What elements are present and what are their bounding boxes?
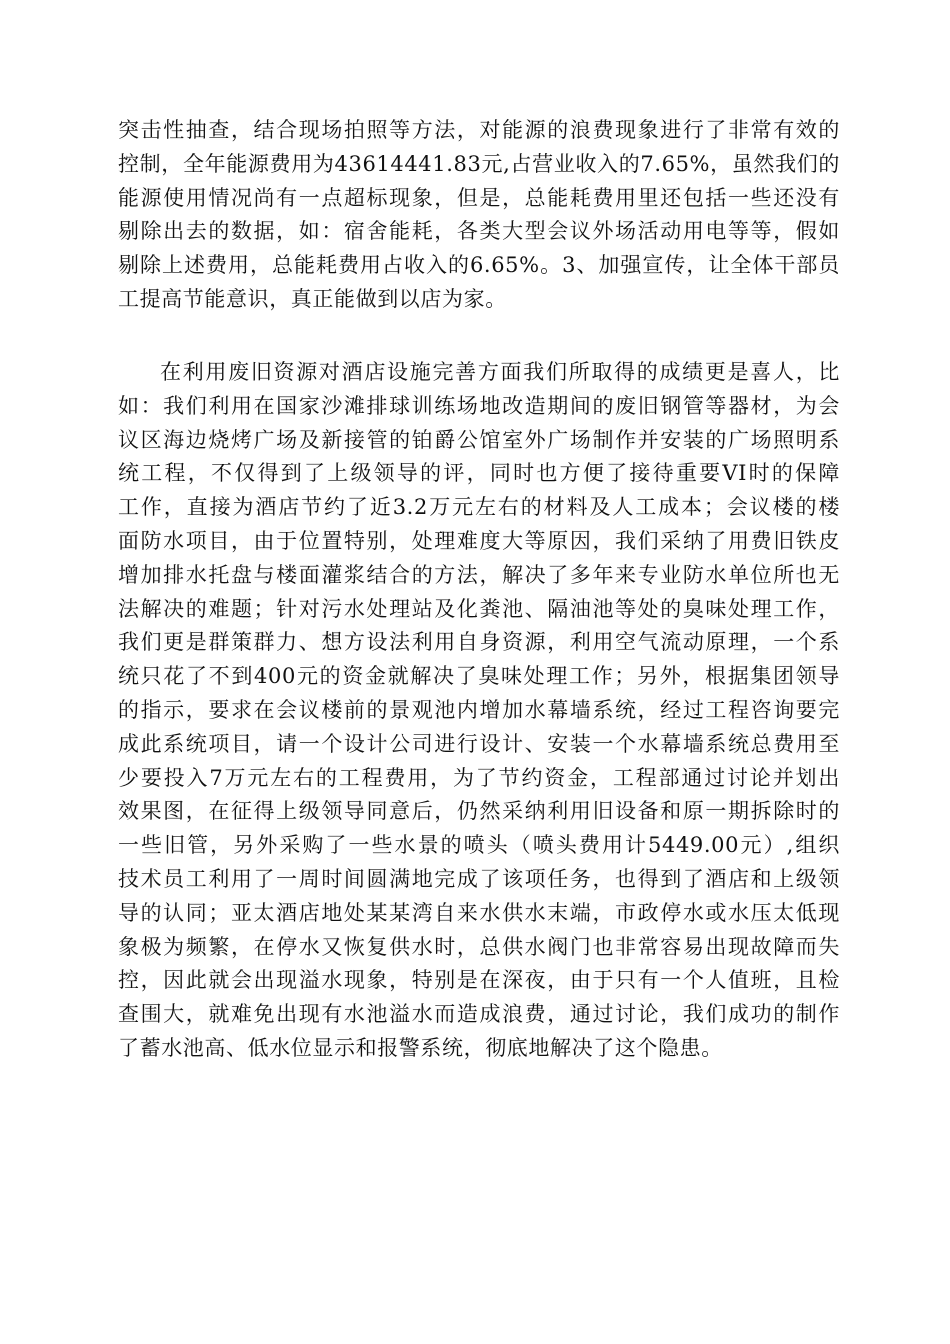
paragraph-line: 增加排水托盘与楼面灌浆结合的方法，解决了多年来专业防水单位所也无 (118, 562, 840, 587)
paragraph-line: 一些旧管，另外采购了一些水景的喷头（喷头费用计5449.00元）,组织 (118, 833, 840, 858)
paragraph-line: 的指示，要求在会议楼前的景观池内增加水幕墙系统，经过工程咨询要完 (118, 697, 840, 722)
paragraph-line: 导的认同；亚太酒店地处某某湾自来水供水末端，市政停水或水压太低现 (118, 900, 840, 925)
paragraph-line: 象极为频繁，在停水又恢复供水时，总供水阀门也非常容易出现故障而失 (118, 934, 840, 959)
paragraph-line: 我们更是群策群力、想方设法利用自身资源，利用空气流动原理，一个系 (118, 630, 840, 655)
paragraph-energy-control (118, 114, 840, 317)
paragraph-line: 成此系统项目，请一个设计公司进行设计、安装一个水幕墙系统总费用至 (118, 731, 840, 756)
paragraph-line: 能源使用情况尚有一点超标现象，但是，总能耗费用里还包括一些还没有 (118, 185, 840, 210)
paragraph-line: 剔除出去的数据，如：宿舍能耗，各类大型会议外场活动用电等等，假如 (118, 219, 840, 244)
paragraph-line: 剔除上述费用，总能耗费用占收入的6.65%。3、加强宣传，让全体干部员 (118, 253, 840, 278)
paragraph-waste-reuse (118, 356, 840, 1066)
paragraph-line: 突击性抽查，结合现场拍照等方法，对能源的浪费现象进行了非常有效的 (118, 118, 840, 142)
paragraph-line: 工作，直接为酒店节约了近3.2万元左右的材料及人工成本；会议楼的楼 (118, 495, 840, 520)
paragraph-line: 控制，全年能源费用为43614441.83元,占营业收入的7.65%，虽然我们的 (118, 151, 840, 176)
paragraph-line: 法解决的难题；针对污水处理站及化粪池、隔油池等处的臭味处理工作， (118, 596, 840, 621)
paragraph-line: 了蓄水池高、低水位显示和报警系统，彻底地解决了这个隐患。 (118, 1035, 723, 1060)
paragraph-line: 在利用废旧资源对酒店设施完善方面我们所取得的成绩更是喜人，比 (160, 360, 840, 384)
paragraph-line: 面防水项目，由于位置特别，处理难度大等原因，我们采纳了用费旧铁皮 (118, 528, 840, 553)
paragraph-line: 查围大，就难免出现有水池溢水而造成浪费，通过讨论，我们成功的制作 (118, 1002, 840, 1027)
paragraph-line: 少要投入7万元左右的工程费用，为了节约资金，工程部通过讨论并划出 (118, 765, 840, 790)
paragraph-line: 如：我们利用在国家沙滩排球训练场地改造期间的废旧钢管等器材，为会 (118, 393, 840, 418)
paragraph-line: 统工程，不仅得到了上级领导的评，同时也方便了接待重要VI时的保障 (118, 461, 840, 486)
paragraph-line: 技术员工利用了一周时间圆满地完成了该项任务，也得到了酒店和上级领 (118, 866, 840, 891)
paragraph-line: 工提高节能意识，真正能做到以店为家。 (118, 286, 507, 311)
paragraph-line: 控，因此就会出现溢水现象，特别是在深夜，由于只有一个人值班，且检 (118, 968, 840, 993)
paragraph-line: 议区海边烧烤广场及新接管的铂爵公馆室外广场制作并安装的广场照明系 (118, 427, 840, 452)
paragraph-line: 统只花了不到400元的资金就解决了臭味处理工作；另外，根据集团领导 (118, 664, 840, 689)
paragraph-line: 效果图，在征得上级领导同意后，仍然采纳利用旧设备和原一期拆除时的 (118, 799, 840, 824)
